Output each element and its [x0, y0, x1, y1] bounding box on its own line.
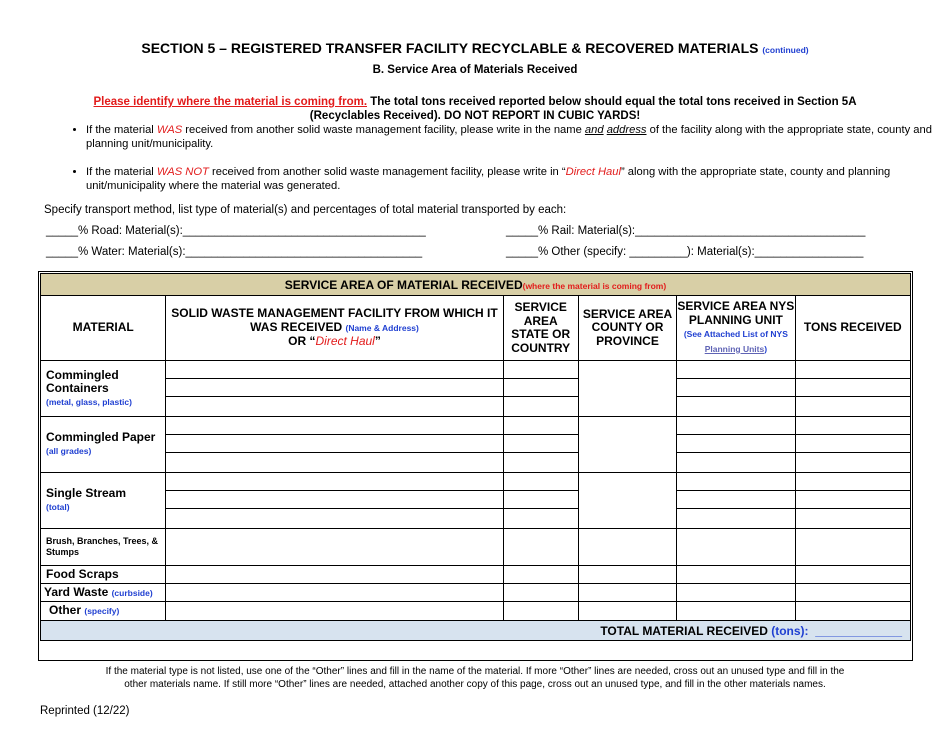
subsection-title: B. Service Area of Materials Received [372, 64, 578, 76]
state-cell[interactable] [503, 566, 578, 584]
table-row [41, 397, 911, 417]
reprinted-date: Reprinted (12/22) [40, 705, 130, 717]
nys-cell[interactable] [677, 584, 795, 602]
tons-cell[interactable] [795, 361, 910, 379]
state-cell[interactable] [503, 453, 578, 473]
nys-cell[interactable] [677, 397, 795, 417]
identify-instruction [60, 95, 890, 123]
total-row [41, 621, 911, 641]
state-cell[interactable] [503, 397, 578, 417]
facility-cell[interactable] [166, 435, 503, 453]
facility-cell[interactable] [166, 379, 503, 397]
material-other: Other (specify) [41, 602, 166, 621]
county-cell[interactable] [578, 584, 676, 602]
table-row [41, 602, 911, 621]
continued-label: (continued) [762, 45, 809, 55]
table-band [41, 274, 911, 296]
tons-cell[interactable] [795, 491, 910, 509]
table-row [41, 584, 911, 602]
other-transport-field[interactable]: _____% Other (specify: _________): Material(s):_________________ [506, 246, 864, 258]
band-note: (where the material is coming from) [522, 280, 667, 291]
county-cell[interactable] [578, 602, 676, 621]
nys-cell[interactable] [677, 453, 795, 473]
table-row [41, 491, 911, 509]
facility-cell[interactable] [166, 397, 503, 417]
state-cell[interactable] [503, 602, 578, 621]
state-cell[interactable] [503, 435, 578, 453]
col-facility: SOLID WASTE MANAGEMENT FACILITY FROM WHICH IT WAS RECEIVED (Name & Address) OR “Direct Haul” [166, 296, 503, 361]
state-cell[interactable] [503, 473, 578, 491]
material-brush: Brush, Branches, Trees, & Stumps [41, 529, 166, 566]
facility-cell[interactable] [166, 361, 503, 379]
facility-cell[interactable] [166, 529, 503, 566]
table-row [41, 509, 911, 529]
facility-cell[interactable] [166, 584, 503, 602]
state-cell[interactable] [503, 379, 578, 397]
facility-cell[interactable] [166, 566, 503, 584]
planning-units-link[interactable]: Planning Units [704, 343, 765, 354]
nys-cell[interactable] [677, 529, 795, 566]
county-cell[interactable] [578, 473, 676, 529]
title-text: SECTION 5 – REGISTERED TRANSFER FACILITY RECYCLABLE & RECOVERED MATERIALS [141, 40, 759, 56]
facility-cell[interactable] [166, 417, 503, 435]
tons-cell[interactable] [795, 566, 910, 584]
table-row [41, 379, 911, 397]
county-cell[interactable] [578, 417, 676, 473]
state-cell[interactable] [503, 584, 578, 602]
band-title: SERVICE AREA OF MATERIAL RECEIVED [284, 277, 523, 292]
bullet-was: • If the material WAS received from another solid waste management facility, please write in the name and address of the facility along with the appropriate state, county and planning unit/municipality. [86, 123, 936, 151]
tons-cell[interactable] [795, 397, 910, 417]
material-single-stream: Single Stream (total) [41, 473, 166, 529]
bullet-was-not: • If the material WAS NOT received from another solid waste management facility, please write in “Direct Haul” along with the appropriate state, county and planning unit/municipality where the material was generated. [86, 165, 936, 193]
facility-cell[interactable] [166, 473, 503, 491]
service-area-table [40, 273, 911, 641]
tons-cell[interactable] [795, 509, 910, 529]
material-food-scraps: Food Scraps [41, 566, 166, 584]
tons-cell[interactable] [795, 584, 910, 602]
material-commingled-paper: Commingled Paper (all grades) [41, 417, 166, 473]
section-title [0, 40, 950, 56]
identify-red-lead: Please identify where the material is coming from. [93, 96, 368, 108]
nys-cell[interactable] [677, 379, 795, 397]
nys-cell[interactable] [677, 602, 795, 621]
col-nys: SERVICE AREA NYS PLANNING UNIT (See Attached List of NYS Planning Units) [677, 296, 795, 361]
rail-transport-field[interactable]: _____% Rail: Material(s):____________________________________ [506, 225, 866, 237]
tons-cell[interactable] [795, 379, 910, 397]
tons-cell[interactable] [795, 529, 910, 566]
nys-cell[interactable] [677, 435, 795, 453]
table-row [41, 435, 911, 453]
identify-bold-rest: The total tons received reported below should equal the total tons received in Section 5A (Recyclables Received). DO NOT REPORT IN CUBIC YARDS! [309, 96, 857, 122]
tons-cell[interactable] [795, 453, 910, 473]
table-row [41, 529, 911, 566]
county-cell[interactable] [578, 529, 676, 566]
tons-cell[interactable] [795, 417, 910, 435]
col-county: SERVICE AREA COUNTY OR PROVINCE [578, 296, 676, 361]
county-cell[interactable] [578, 361, 676, 417]
col-state: SERVICE AREA STATE OR COUNTRY [503, 296, 578, 361]
footnote: If the material type is not listed, use one of the “Other” lines and fill in the name of the material. If more “Other” lines are needed, cross out an unused type and fill in the other materials name. If still more “Other” lines are needed, attached another copy of this page, cross out an unused type, and fill in the other materials names. [105, 666, 845, 690]
nys-cell[interactable] [677, 509, 795, 529]
tons-cell[interactable] [795, 602, 910, 621]
table-row [41, 361, 911, 379]
facility-cell[interactable] [166, 491, 503, 509]
nys-cell[interactable] [677, 473, 795, 491]
state-cell[interactable] [503, 491, 578, 509]
col-material: MATERIAL [41, 296, 166, 361]
road-transport-field[interactable]: _____% Road: Material(s):______________________________________ [46, 225, 426, 237]
transport-intro: Specify transport method, list type of material(s) and percentages of total material transported by each: [44, 204, 567, 216]
facility-cell[interactable] [166, 602, 503, 621]
table-row [41, 453, 911, 473]
nys-cell[interactable] [677, 491, 795, 509]
total-tons-field[interactable]: _____________ [815, 623, 902, 638]
table-row [41, 417, 911, 435]
state-cell[interactable] [503, 509, 578, 529]
state-cell[interactable] [503, 417, 578, 435]
material-yard-waste: Yard Waste (curbside) [41, 584, 166, 602]
state-cell[interactable] [503, 529, 578, 566]
table-row [41, 473, 911, 491]
column-headers [41, 296, 911, 361]
facility-cell[interactable] [166, 509, 503, 529]
nys-cell[interactable] [677, 566, 795, 584]
state-cell[interactable] [503, 361, 578, 379]
instruction-bullets [62, 123, 936, 207]
tons-cell[interactable] [795, 473, 910, 491]
water-transport-field[interactable]: _____% Water: Material(s):_____________________________________ [46, 246, 423, 258]
nys-cell[interactable] [677, 417, 795, 435]
total-label: TOTAL MATERIAL RECEIVED (tons): _____________ [41, 621, 911, 641]
facility-cell[interactable] [166, 453, 503, 473]
col-tons: TONS RECEIVED [795, 296, 910, 361]
table-row [41, 566, 911, 584]
county-cell[interactable] [578, 566, 676, 584]
tons-cell[interactable] [795, 435, 910, 453]
material-commingled-containers: Commingled Containers (metal, glass, plastic) [41, 361, 166, 417]
nys-cell[interactable] [677, 361, 795, 379]
